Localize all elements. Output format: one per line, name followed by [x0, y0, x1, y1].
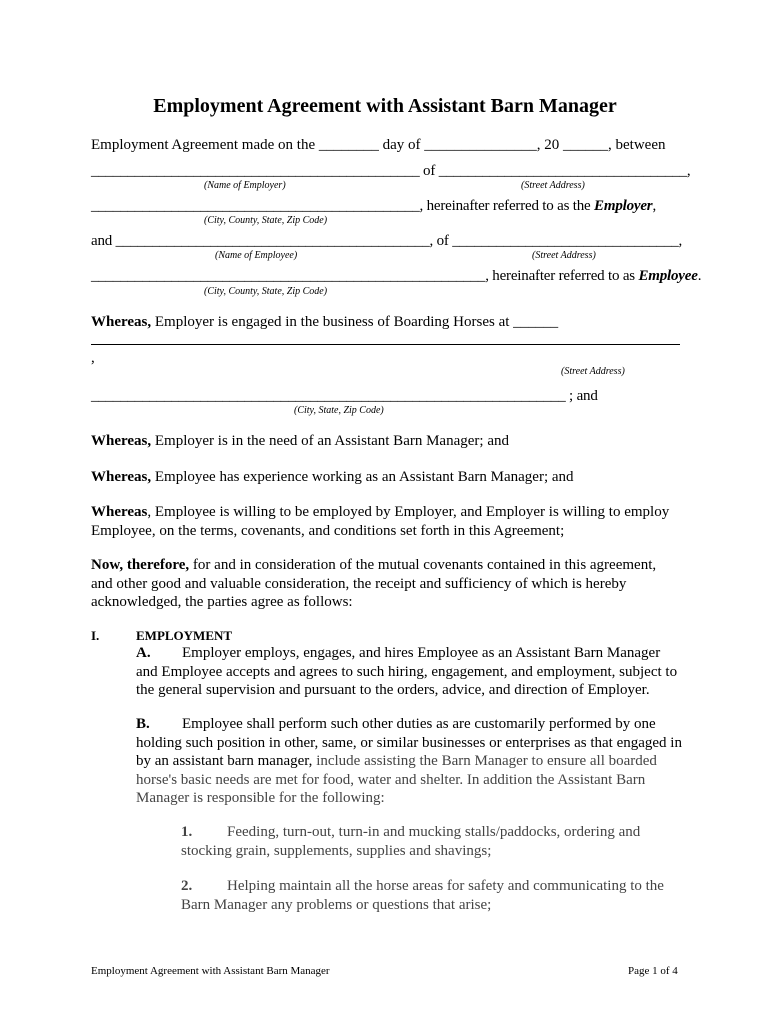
clause-b-text-continued: include assisting the Barn Manager to ensure all boarded horse's basic needs are met for food, water and shelter. In addition the Assistant Barn Manager is responsible for the following:: [136, 753, 657, 806]
employer-city-line: [91, 197, 656, 215]
whereas-business: [91, 313, 558, 331]
whereas-need: [91, 432, 509, 450]
page-number: Page 1 of 4: [628, 965, 678, 977]
clause-a-label: A.: [136, 645, 151, 661]
whereas-business-text: Employer is engaged in the business of Boarding Horses at ______: [151, 314, 559, 330]
employee-line: and ___________________________________________, of _______________________________,: [91, 233, 683, 249]
whereas-experience-text: Employee has experience working as an Assistant Barn Manager; and: [151, 469, 574, 485]
item-1-text: Feeding, turn-out, turn-in and mucking stalls/paddocks, ordering and stocking grain, supplements, supplies and shavings;: [181, 824, 641, 859]
now-therefore-label: Now, therefore,: [91, 557, 190, 573]
caption-name-employer: (Name of Employer): [204, 180, 286, 191]
employer-comma: ,: [652, 198, 657, 214]
whereas-need-text: Employer is in the need of an Assistant Barn Manager; and: [151, 433, 509, 449]
employer-city-text: _____________________________________________, hereinafter referred to as the: [91, 198, 595, 214]
clause-a-text: Employer employs, engages, and hires Employee as an Assistant Barn Manager and Employee accepts and agrees to such hiring, engagement, and employment, subject to the general supervision and pursuant to the orders, advice, and direction of Employer.: [136, 645, 678, 698]
employer-line: _____________________________________________ of __________________________________,: [91, 163, 691, 179]
list-item-2: [181, 877, 681, 914]
employee-period: .: [697, 268, 702, 284]
employer-term: Employer: [594, 198, 653, 214]
list-item-1: [181, 823, 681, 860]
city-state-line: _________________________________________________________________ ; and: [91, 388, 598, 404]
employee-term: Employee: [638, 268, 698, 284]
item-2-label: 2.: [181, 878, 193, 894]
clause-a: [136, 644, 684, 700]
employee-city-text: ______________________________________________________, hereinafter referred to as: [91, 268, 639, 284]
clause-b-text: Employee shall perform such other duties as are customarily performed by one holding such position in other, same, or similar businesses or enterprises as that engaged in by an assistant barn manager,: [136, 716, 682, 769]
whereas-experience: [91, 468, 574, 486]
section-title: EMPLOYMENT: [136, 628, 233, 643]
intro-line: Employment Agreement made on the ________ day of _______________, 20 ______, between: [91, 137, 666, 153]
whereas-label: Whereas,: [91, 314, 152, 330]
whereas-label-2: Whereas,: [91, 433, 152, 449]
employee-city-line: [91, 267, 701, 285]
section-number: I.: [91, 628, 100, 643]
clause-b: [136, 715, 684, 808]
whereas-willing-text: , Employee is willing to be employed by Employer, and Employer is willing to employ Employee, on the terms, covenants, and conditions set forth in this Agreement;: [91, 504, 670, 539]
document-title: Employment Agreement with Assistant Barn Manager: [153, 95, 617, 117]
whereas-label-3: Whereas,: [91, 469, 152, 485]
clause-b-label: B.: [136, 716, 150, 732]
lone-comma: ,: [91, 350, 95, 366]
now-therefore: [91, 556, 681, 612]
caption-street-address-1: (Street Address): [521, 180, 585, 191]
caption-name-employee: (Name of Employee): [215, 250, 298, 261]
caption-city-state: (City, State, Zip Code): [294, 405, 384, 416]
caption-street-address-2: (Street Address): [532, 250, 596, 261]
address-blank-rule: [91, 344, 680, 345]
whereas-willing: [91, 503, 686, 540]
footer-title: Employment Agreement with Assistant Barn Manager: [91, 965, 330, 977]
now-therefore-text: for and in consideration of the mutual covenants contained in this agreement, and other good and valuable consideration, the receipt and sufficiency of which is hereby acknowledged, the parties agree as follows:: [91, 557, 657, 610]
whereas-label-4: Whereas: [91, 504, 148, 520]
caption-city-county-1: (City, County, State, Zip Code): [204, 215, 328, 226]
caption-city-county-2: (City, County, State, Zip Code): [204, 286, 328, 297]
item-1-label: 1.: [181, 824, 193, 840]
item-2-text: Helping maintain all the horse areas for safety and communicating to the Barn Manager any problems or questions that arise;: [181, 878, 664, 913]
caption-street-address-3: (Street Address): [561, 366, 625, 377]
